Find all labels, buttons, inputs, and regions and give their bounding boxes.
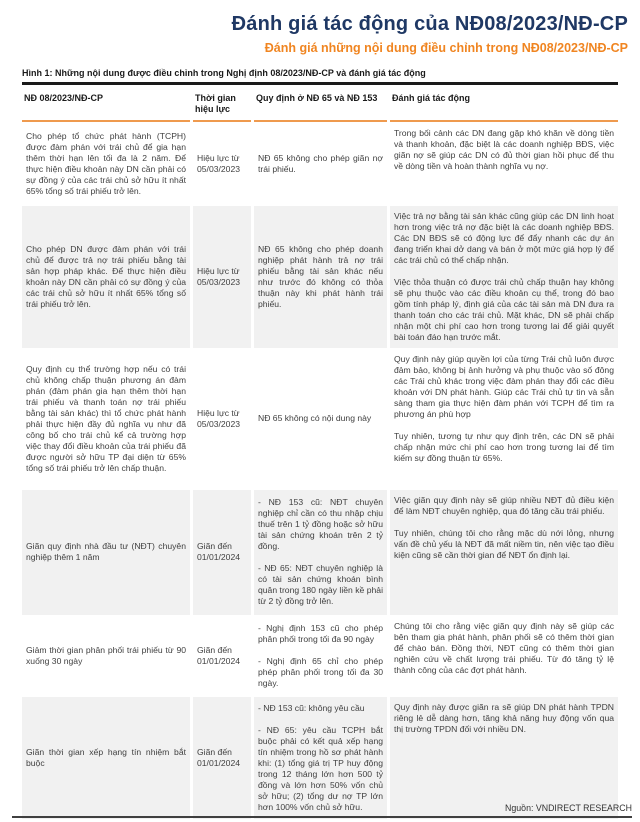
cell-nd08 (22, 616, 190, 696)
table-row (22, 697, 618, 819)
cell-nd08 (22, 349, 190, 489)
cell-effective-date (193, 349, 251, 489)
caption-divider (22, 82, 618, 85)
paragraph: NĐ 65 không cho phép doanh nghiệp phát hành trả nợ trái phiếu bằng tài sản khác nếu như trước đó không có thỏa thuận này khi phát hành trái phiếu. (258, 243, 383, 309)
table-row (22, 123, 618, 205)
cell-nd08 (22, 697, 190, 819)
cell-impact (390, 490, 618, 615)
cell-impact (390, 697, 618, 819)
table-row (22, 616, 618, 696)
paragraph: Việc giãn quy định này sẽ giúp nhiều NĐT đủ điều kiện để làm NĐT chuyên nghiệp, qua đó tăng cầu trái phiếu. (394, 494, 614, 516)
page-subtitle: Đánh giá những nội dung điều chỉnh trong NĐ08/2023/NĐ-CP (264, 41, 628, 55)
paragraph: - Nghị định 153 cũ cho phép phân phối trong tối đa 90 ngày (258, 622, 383, 644)
paragraph: Giãn đến 01/01/2024 (197, 644, 241, 666)
table-row (22, 349, 618, 489)
figure-caption: Hình 1: Những nội dung được điều chỉnh trong Nghị định 08/2023/NĐ-CP và đánh giá tác động (22, 68, 426, 78)
paragraph: Cho phép tổ chức phát hành (TCPH) được đàm phán với trái chủ để gia hạn thêm thời hạn lên tối đa là 2 năm. Để thực hiện điều khoản này DN cần phải có sự đồng ý của các trái chủ sở hữu ít nhất 65% tổng số trái phiếu trở lên. (26, 130, 186, 196)
paragraph: Giảm thời gian phân phối trái phiếu từ 90 xuống 30 ngày (26, 644, 186, 666)
impact-table (19, 87, 621, 820)
cell-effective-date (193, 206, 251, 348)
table-row (22, 206, 618, 348)
cell-old-regulation (254, 349, 387, 489)
cell-effective-date (193, 616, 251, 696)
paragraph: Trong bối cảnh các DN đang gặp khó khăn về dòng tiền và thanh khoản, đặc biệt là các doanh nghiệp BĐS, việc giãn nợ sẽ giúp các DN có đủ thời gian hồi phục để thu về dòng tiền và hoàn thành nghĩa vụ nợ. (394, 127, 614, 171)
paragraph: - Nghị định 65 chỉ cho phép phép phân phối trong tối đa 30 ngày. (258, 655, 383, 688)
paragraph: Giãn thời gian xếp hạng tín nhiệm bắt buộc (26, 746, 186, 768)
cell-nd08 (22, 206, 190, 348)
paragraph: Hiệu lực từ 05/03/2023 (197, 407, 241, 429)
paragraph: Giãn đến 01/01/2024 (197, 541, 241, 562)
paragraph: - NĐ 153 cũ: NĐT chuyên nghiệp chỉ cần có thu nhập chịu thuế trên 1 tỷ đồng hoặc sở hữu tài sản chứng khoán trên 2 tỷ đồng. (258, 497, 383, 551)
cell-impact (390, 206, 618, 348)
cell-old-regulation (254, 616, 387, 696)
paragraph: Giãn đến 01/01/2024 (197, 746, 241, 768)
paragraph: - NĐ 153 cũ: không yêu cầu (258, 702, 365, 713)
paragraph: Quy định này giúp quyền lợi của từng Trái chủ luôn được đảm bảo, không bị ảnh hưởng và phụ thuộc vào số đông các Trái chủ khác trong việc đàm phán thay đổi các điều khoản với DN phát hành. Giúp các Trái chủ tự tin và sẵn sàng tham gia thực hiện đàm phán với TCPH để tìm ra phương án phù hợp (394, 353, 614, 419)
cell-old-regulation (254, 490, 387, 615)
cell-effective-date (193, 697, 251, 819)
paragraph: Chúng tôi cho rằng việc giãn quy định này sẽ giúp các bên tham gia phát hành, phân phối sẽ có thêm thời gian để chào bán. Đồng thời, NĐT cũng có thêm thời gian nghiên cứu về chất lượng trái phiếu. Từ đó tăng tỷ lệ thành công của các đợt phát hành. (394, 620, 614, 675)
header-old-regulation: Quy định ở NĐ 65 và NĐ 153 (254, 88, 387, 122)
cell-impact (390, 616, 618, 696)
header-row (22, 88, 618, 122)
page-footer (12, 803, 632, 819)
paragraph: NĐ 65 không có nội dung này (258, 413, 372, 423)
table-header (22, 88, 618, 122)
paragraph: Việc trả nợ bằng tài sản khác cũng giúp các DN linh hoạt hơn trong việc trả nợ đặc biệt là các doanh nghiệp BĐS. Các DN BĐS sẽ có động lực để đẩy nhanh các dự án đang triển khai dở dang và bán ở một mức giá hợp lý để các trái chủ có thể chấp nhận. (394, 210, 614, 265)
cell-effective-date (193, 490, 251, 615)
cell-old-regulation (254, 206, 387, 348)
paragraph: Cho phép DN được đàm phán với trái chủ để được trả nợ trái phiếu bằng tài sản hợp pháp khác. Để thực hiện điều khoản này DN cần phải có sự đồng ý của các trái chủ sở hữu ít nhất 65% tổng số trái phiếu trở lên. (26, 243, 186, 309)
header-effective-date: Thời gian hiệu lực (193, 88, 251, 122)
cell-nd08 (22, 490, 190, 615)
cell-old-regulation (254, 123, 387, 205)
table-row (22, 490, 618, 615)
cell-effective-date (193, 123, 251, 205)
footer-divider (12, 816, 632, 819)
paragraph: Giãn quy định nhà đầu tư (NĐT) chuyên nghiệp thêm 1 năm (26, 541, 186, 562)
paragraph: NĐ 65 không cho phép giãn nợ trái phiếu. (258, 152, 383, 174)
paragraph: Việc thỏa thuận có được trái chủ chấp thuận hay không sẽ phụ thuộc vào các điều khoản cụ thể, trong đó bao gồm tính pháp lý, định giá của các tài sản mà DN đưa ra thanh toán cho các trái chủ. Mặt khác, DN sẽ phải chấp nhận một chi phí cao hơn trong tương lai để giải quyết bài toán đáo hạn trước mắt. (394, 276, 614, 342)
cell-old-regulation (254, 697, 387, 819)
page-title: Đánh giá tác động của NĐ08/2023/NĐ-CP (231, 13, 628, 35)
paragraph: Hiệu lực từ 05/03/2023 (197, 152, 241, 174)
paragraph: - NĐ 65: yêu cầu TCPH bắt buộc phải có kết quả xếp hạng tín nhiệm trong hồ sơ phát hành khi: (1) tổng giá trị TP huy động trong 12 tháng lớn hơn 500 tỷ đồng và lớn hơn 50% vốn chủ sở hữu; (2) tổng dư nợ TP lớn hơn 100% vốn chủ sở hữu. (258, 724, 383, 812)
header-nd08: NĐ 08/2023/NĐ-CP (22, 88, 190, 122)
header-impact: Đánh giá tác động (390, 88, 618, 122)
table-body (22, 123, 618, 819)
cell-impact (390, 349, 618, 489)
paragraph: Quy định này được giãn ra sẽ giúp DN phát hành TPDN riêng lẻ dễ dàng hơn, tăng khả năng huy động vốn qua thị trường TPDN đối với nhiều DN. (394, 701, 614, 734)
source-note: Nguồn: VNDIRECT RESEARCH (505, 802, 632, 813)
paragraph: Quy định cụ thể trường hợp nếu có trái chủ không chấp thuận phương án đàm phán (đàm phán gia hạn thêm thời hạn trái phiếu và thanh toán nợ trái phiếu bằng tài sản khác) thì tổ chức phát hành phải thực hiện đầy đủ nghĩa vụ như đã công bố cho trái chủ kể cả trường hợp việc thay đổi điều khoản của trái phiếu đã được người sở hữu TP đại diện từ 65% tổng số trái phiếu trở lên chấp thuận. (26, 363, 186, 473)
cell-impact (390, 123, 618, 205)
report-header (22, 12, 628, 56)
paragraph: - NĐ 65: NĐT chuyên nghiệp là có tài sản chứng khoán bình quân trong 180 ngày liền kề phải từ 2 tỷ đồng trở lên. (258, 563, 383, 606)
cell-nd08 (22, 123, 190, 205)
paragraph: Hiệu lực từ 05/03/2023 (197, 265, 241, 287)
paragraph: Tuy nhiên, chúng tôi cho rằng mặc dù nới lỏng, nhưng vấn đề chủ yếu là NĐT đã mất niềm tin, nên việc tạo điều kiện cũng sẽ cần thời gian để NĐT ổn định lại. (394, 527, 614, 560)
paragraph: Tuy nhiên, tương tự như quy định trên, các DN sẽ phải chấp nhận mức chi phí cao hơn trong tương lai để tìm kiếm sự đồng thuận từ 65%. (394, 430, 614, 463)
